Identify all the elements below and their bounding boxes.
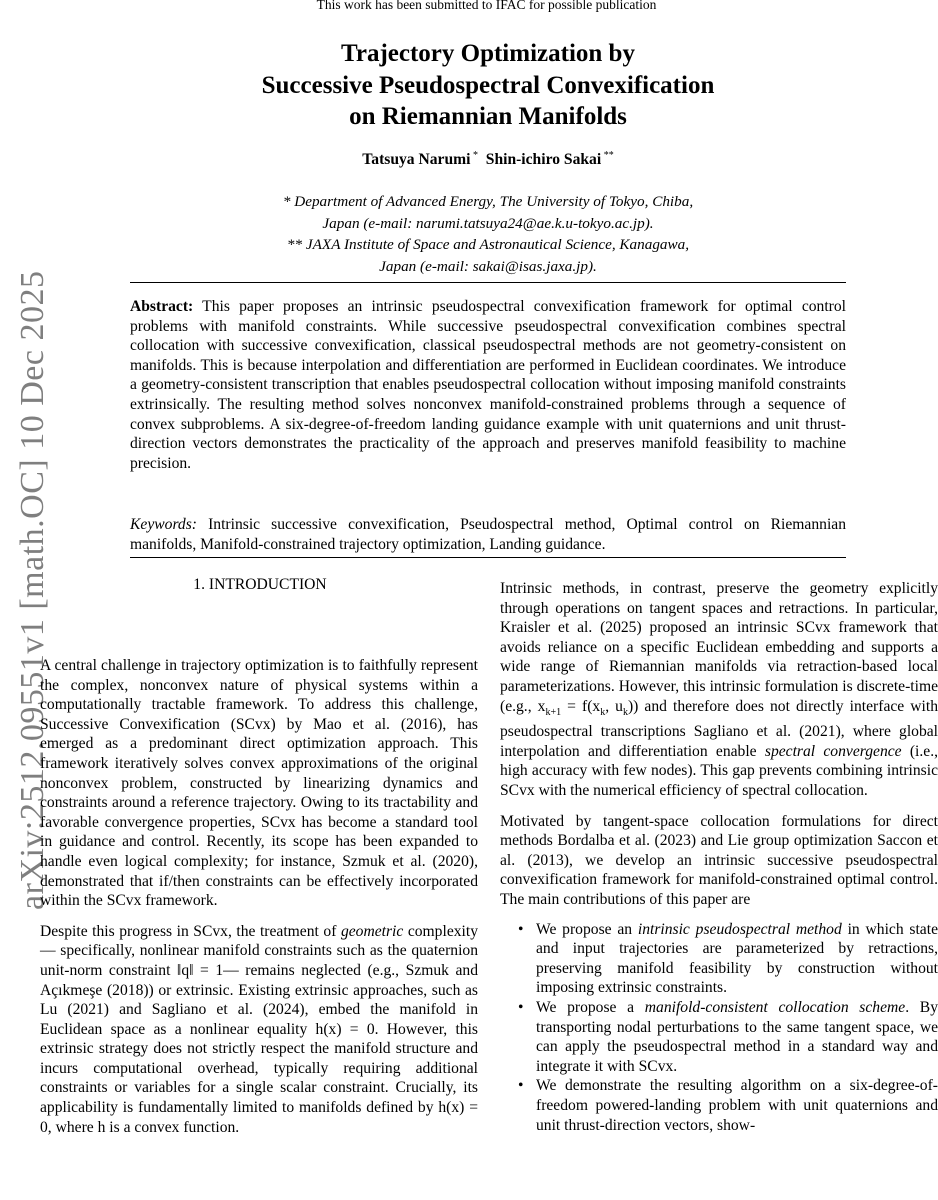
abstract-text: This paper proposes an intrinsic pseudospectral convexification framework for optimal control problems with manifold constraints. While successive pseudospectral convexification combines spectral collocation with successive convexification, classical pseudospectral methods are not geometry-consistent on manifolds. This is because interpolation and differentiation are performed in Euclidean coordinates. We introduce a geometry-consistent transcription that enables pseudospectral collocation without imposing manifold constraints extrinsically. The resulting method solves nonconvex manifold-constrained problems through a sequence of convex subproblems. A six-degree-of-freedom landing guidance example with unit quaternions and unit thrust-direction vectors demonstrates the practicality of the approach and preserves manifold feasibility to machine precision. (130, 298, 846, 472)
left-p2-emphasis: geometric (340, 922, 404, 940)
affiliation-line-1: * Department of Advanced Energy, The University of Tokyo, Chiba, (282, 193, 694, 210)
right-p1-sub-3: k (622, 706, 628, 718)
keywords-text: Intrinsic successive convexification, Pseudospectral method, Optimal control on Riemannian manifolds, Manifold-constrained trajectory optimization, Landing guidance. (130, 516, 846, 553)
affiliation-line-4: Japan (e-mail: sakai@isas.jaxa.jp). (379, 257, 597, 275)
abstract-top-rule (130, 282, 846, 283)
author-2: Shin-ichiro Sakai (485, 151, 602, 169)
contributions-list (500, 920, 938, 1136)
left-column (40, 656, 478, 1137)
contribution-2-emphasis: manifold-consistent collocation scheme (644, 998, 906, 1016)
contribution-item-3 (500, 1076, 938, 1135)
right-p1-sub-1: k+1 (545, 706, 562, 718)
contribution-2-text-b: . By transporting nodal perturbations to the same tangent space, we can apply the pseudospectral method in a standard way and integrate it with SCvx. (536, 998, 938, 1075)
title-line-1: Trajectory Optimization by (341, 40, 635, 67)
title-line-2: Successive Pseudospectral Convexification (261, 71, 715, 99)
keywords (130, 515, 846, 554)
abstract (130, 297, 846, 473)
author-1: Tatsuya Narumi (362, 151, 471, 169)
keywords-label: Keywords: (130, 516, 197, 533)
bullet-icon: • (518, 998, 524, 1016)
contribution-1-emphasis: intrinsic pseudospectral method (637, 920, 842, 938)
author-2-mark: ** (601, 150, 614, 161)
right-column (500, 579, 938, 1135)
contribution-2-text-a: We propose a (536, 998, 645, 1016)
authors (130, 150, 846, 169)
right-paragraph-1 (500, 579, 938, 801)
right-p1-part-f: (i.e., high accuracy with few nodes). This gap prevents combining intrinsic SCvx with the numerical efficiency of spectral collocation. (500, 742, 938, 800)
contribution-3-text-a: We demonstrate the resulting algorithm on a six-degree-of-freedom powered-landing problem with unit quaternions and unit thrust-direction vectors, show- (536, 1077, 938, 1134)
right-p1-sub-2: k (600, 706, 606, 718)
contribution-1-text-a: We propose an (536, 920, 638, 938)
arxiv-stamp-text: arXiv:2512.09551v1 [math.OC] 10 Dec 2025 (14, 270, 51, 910)
contribution-item-2 (500, 998, 938, 1076)
header-note: This work has been submitted to IFAC for possible publication (316, 0, 657, 12)
paper-title (130, 38, 846, 133)
title-line-3: on Riemannian Manifolds (349, 103, 627, 130)
right-p1-part-b: = f(x (561, 697, 601, 715)
right-paragraph-2: Motivated by tangent-space collocation formulations for direct methods Bordalba et al. (2023) and Lie group optimization Saccon et al. (2013), we develop an intrinsic successive pseudospectral convexification framework for manifold-constrained optimal control. The main contributions of this paper are (500, 812, 938, 909)
contribution-item-1 (500, 920, 938, 998)
right-p1-part-d: )) and therefore does not directly interface with pseudospectral transcriptions Sagliano et al. (2021), where global interpolation and differentiation enable (500, 697, 938, 760)
section-heading: 1. INTRODUCTION (193, 576, 327, 593)
bullet-icon: • (518, 920, 524, 938)
contribution-1-text-b: in which state and input trajectories are parameterized by retractions, preserving manifold feasibility by construction without imposing extrinsic constraints. (536, 920, 938, 997)
affiliations (130, 191, 846, 277)
right-p1-part-c: , u (605, 697, 623, 715)
left-p2-part-a: Despite this progress in SCvx, the treatment of (40, 922, 341, 940)
bullet-icon: • (518, 1077, 524, 1095)
keywords-bottom-rule (130, 557, 846, 558)
right-p1-emphasis: spectral convergence (764, 742, 902, 760)
left-paragraph-1: A central challenge in trajectory optimization is to faithfully represent the complex, nonconvex nature of physical systems within a computationally tractable framework. To address this challenge, Successive Convexification (SCvx) by Mao et al. (2016), has emerged as a predominant direct optimization approach. This framework iteratively solves convex approximations of the original nonconvex problem, constructed by linearizing dynamics and constraints around a reference trajectory. Owing to its tractability and favorable convergence properties, SCvx has become a standard tool in guidance and control. Recently, its scope has been expanded to handle even logical complexity; for instance, Szmuk et al. (2020), demonstrated that if/then constraints can be effectively incorporated within the SCvx framework. (40, 657, 478, 910)
right-p1-part-a: Intrinsic methods, in contrast, preserve the geometry explicitly through operations on tangent spaces and retractions. In particular, Kraisler et al. (2025) proposed an intrinsic SCvx framework that avoids reliance on a specific Euclidean embedding and supports a wide range of Riemannian manifolds via retraction-based local parameterizations. However, this intrinsic formulation is discrete-time (e.g., x (500, 580, 938, 715)
left-p2-part-c: complexity— specifically, nonlinear manifold constraints such as the quaternion unit-norm constraint ‖q‖ = 1— remains neglected (e.g., Szmuk and Açıkmeşe (2018)) or extrinsic. Existing extrinsic approaches, such as Lu (2021) and Sagliano et al. (2024), embed the manifold in Euclidean space as a nonlinear equality h(x) = 0. However, this extrinsic strategy does not strictly respect the manifold structure and incurs computational overhead, typically requiring additional constraints or variables for a single scalar constraint. Crucially, its applicability is fundamentally limited to manifolds defined by h(x) = 0, where h is a convex function. (40, 922, 478, 1136)
affiliation-line-2: Japan (e-mail: narumi.tatsuya24@ae.k.u-tokyo.ac.jp). (322, 214, 654, 232)
abstract-label: Abstract: (130, 298, 194, 315)
left-paragraph-2 (40, 922, 478, 1138)
author-1-mark: * (470, 150, 478, 161)
affiliation-line-3: ** JAXA Institute of Space and Astronautical Science, Kanagawa, (286, 236, 690, 253)
